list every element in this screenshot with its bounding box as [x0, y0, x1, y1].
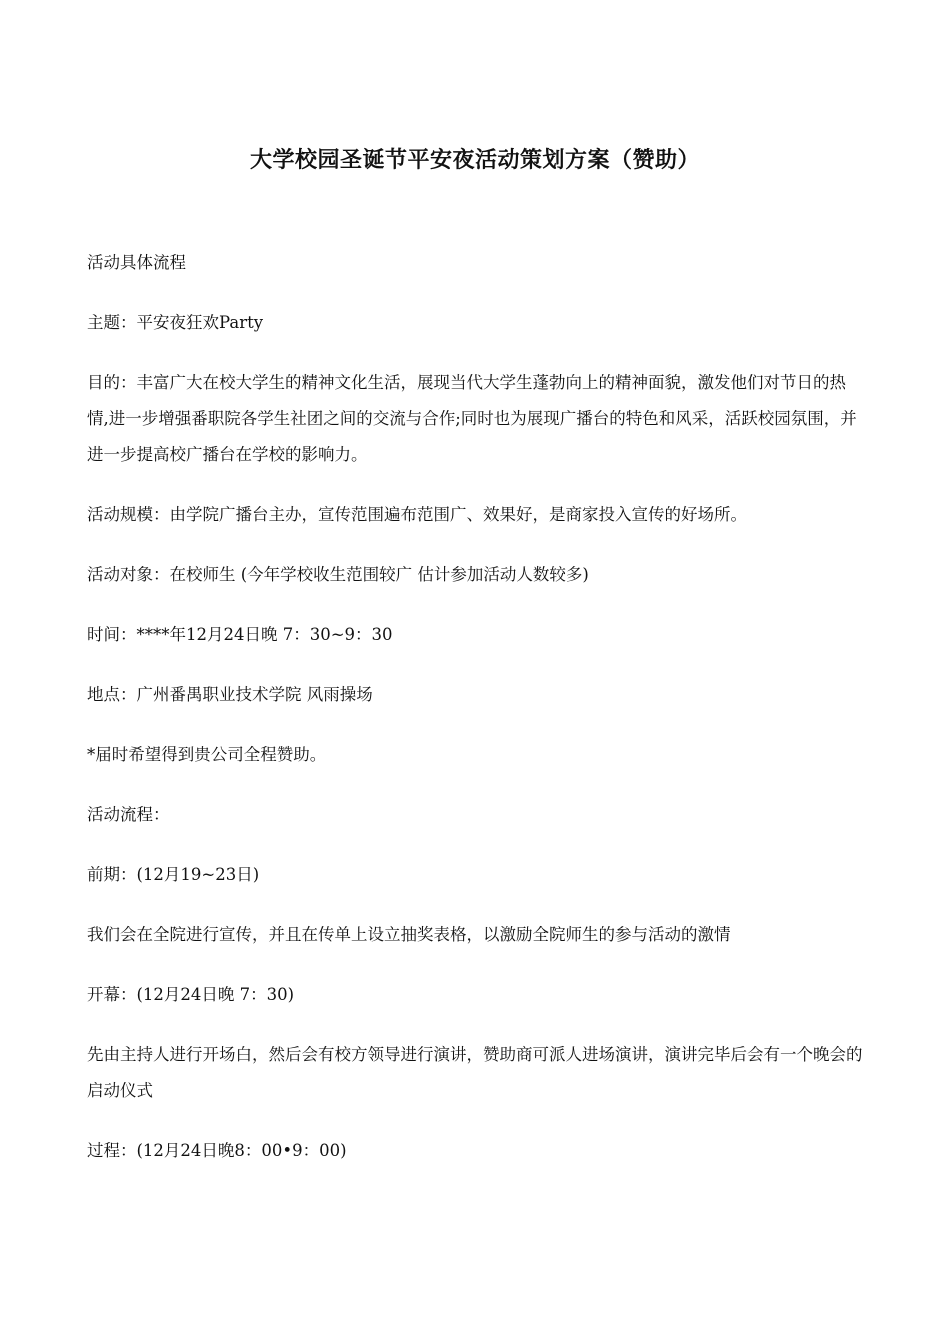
paragraph-scale: 活动规模：由学院广播台主办，宣传范围遍布范围广、效果好，是商家投入宣传的好场所。: [87, 505, 747, 524]
document-title: 大学校园圣诞节平安夜活动策划方案（赞助）: [249, 147, 700, 173]
paragraph-theme: 主题：平安夜狂欢Party: [87, 313, 264, 332]
paragraph-flow-label: 活动流程：: [87, 805, 170, 824]
paragraph-purpose: 目的：丰富广大在校大学生的精神文化生活，展现当代大学生蓬勃向上的精神面貌，激发他们对节日的热情,进一步增强番职院各学生社团之间的交流与合作;同时也为展现广播台的特色和风采，活跃校园氛围，并进一步提高校广播台在学校的影响力。: [87, 373, 857, 464]
paragraph-activity-flow-heading: 活动具体流程: [87, 253, 186, 272]
paragraph-sponsor-note: *届时希望得到贵公司全程赞助。: [87, 745, 327, 764]
paragraph-early-stage: 前期：(12月19~23日): [87, 865, 260, 884]
paragraph-promotion: 我们会在全院进行宣传，并且在传单上设立抽奖表格，以激励全院师生的参与活动的激情: [87, 925, 731, 944]
document-body: [87, 245, 867, 1193]
paragraph-opening: 开幕：(12月24日晚 7：30): [87, 985, 295, 1004]
paragraph-location: 地点：广州番禺职业技术学院 风雨操场: [87, 685, 373, 704]
paragraph-audience: 活动对象：在校师生 (今年学校收生范围较广 估计参加活动人数较多): [87, 565, 589, 584]
paragraph-opening-detail: 先由主持人进行开场白，然后会有校方领导进行演讲，赞助商可派人进场演讲，演讲完毕后会有一个晚会的启动仪式: [87, 1045, 863, 1100]
paragraph-process: 过程：(12月24日晚8：00•9：00): [87, 1141, 347, 1160]
paragraph-time: 时间：****年12月24日晚 7：30~9：30: [87, 625, 393, 644]
